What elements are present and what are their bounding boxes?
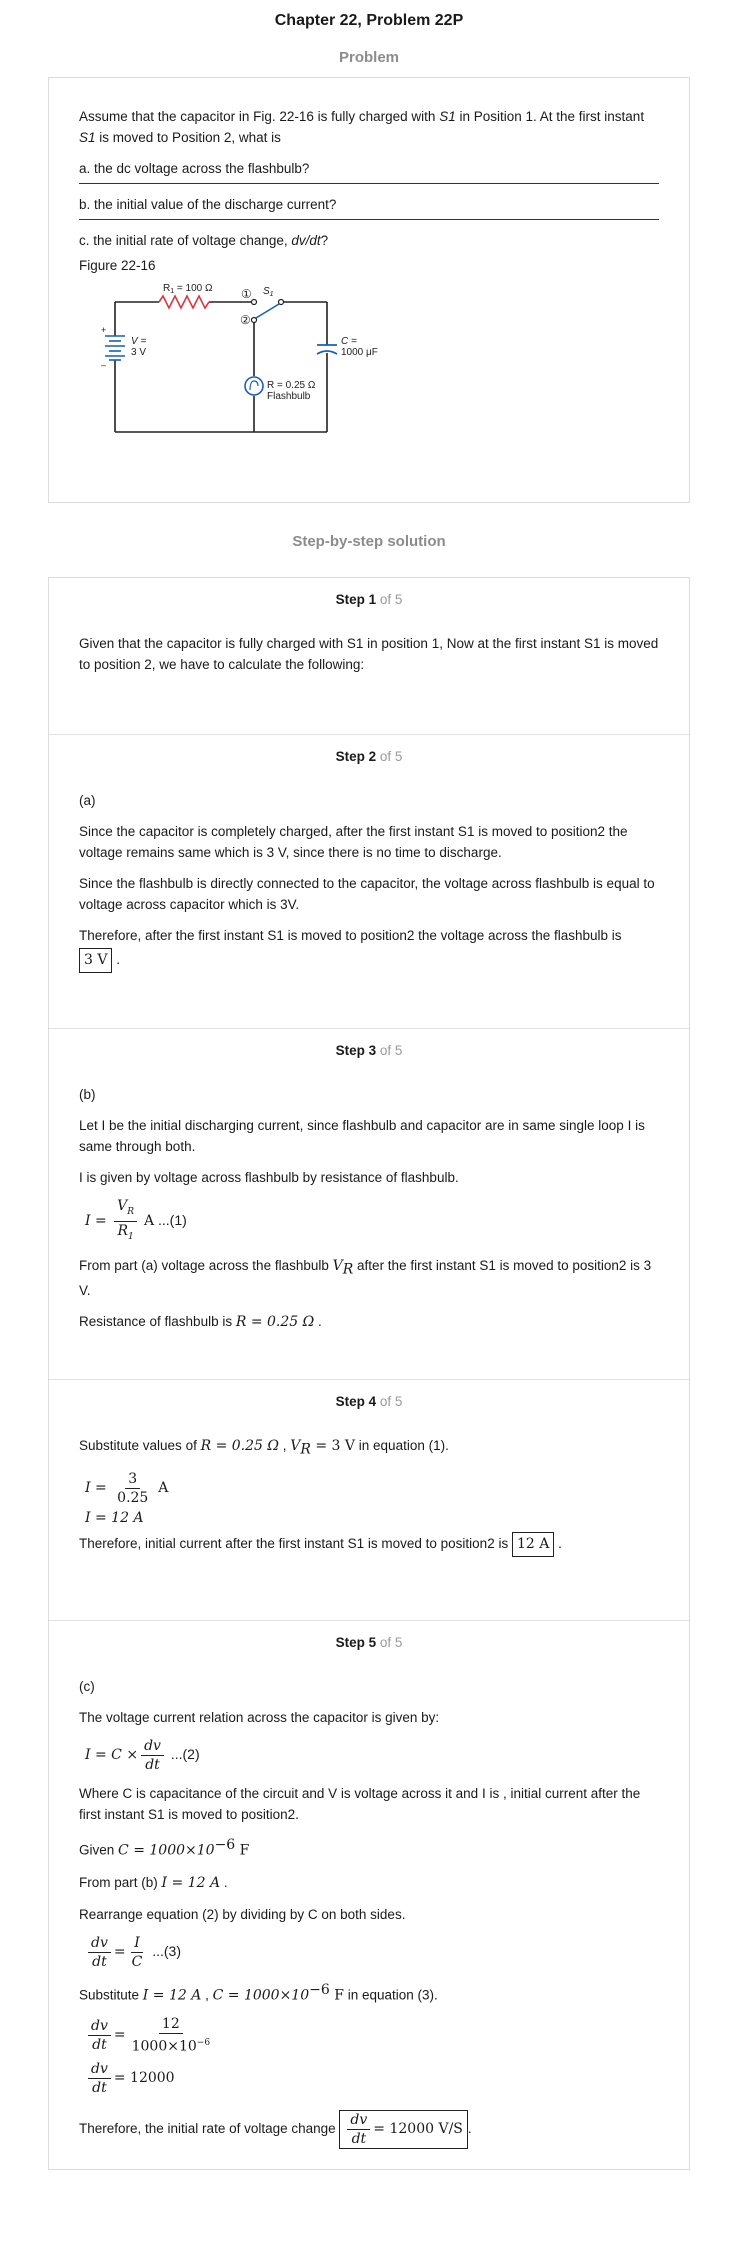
step-header: Step 1 of 5 (335, 592, 403, 607)
equation-calc: $\frac{dv}{dt}$ = $\frac{12}{1000\times 10^{-6}}$ (85, 2016, 659, 2055)
step-header: Step 4 of 5 (335, 1394, 403, 1409)
svg-text:S1: $S_1$ (263, 286, 274, 298)
svg-text:①: ① (241, 287, 252, 301)
figure-label: Figure 22-16 (79, 258, 156, 273)
problem-intro: Assume that the capacitor in Fig. 22-16 is fully charged with S1 in Position 1. At the first instant S1 is moved to Position 2, what is (79, 109, 645, 145)
answer-box: 12 A (512, 1532, 554, 1557)
step-5: Step 5 of 5 (c) The voltage current relation across the capacitor is given by: I = C × $\frac{dv}{dt}$ ...(2) Where C is capacitance of the circuit and V is voltage across it and I is , initial current after the first instant S1 is moved to position2. Given $C = 1000\times 10^{-6}$ F From part (b) I = 12 A . Rearrange equation (2) by dividing by C on both sides. $\frac{dv}{dt}$ = $\frac{I}{C}$ ...(3) Substitute I = 12 A , $C = 1000\times 10^{-6}$ F in equation (3). $\frac{dv}{dt}$ = $\frac{12}{1000\times 10^{-6}}$ $\frac{dv}{dt}$ = 12000 Therefore, the initial rate of voltage change $\frac{dv}{dt}$ = 12000 V/S . (49, 1620, 689, 2169)
page-title: Chapter 22, Problem 22P (274, 12, 464, 29)
equation-calc-result: $\frac{dv}{dt}$ = 12000 (85, 2061, 659, 2096)
resistor-r1 (159, 296, 209, 308)
equation-1: I = $\frac{V_R}{R_1}$ A ...(1) (85, 1198, 187, 1242)
svg-text:V =: V = (131, 336, 147, 347)
battery (105, 336, 125, 360)
divider (79, 219, 659, 220)
switch-s1 (256, 304, 279, 318)
step-header: Step 2 of 5 (335, 749, 403, 764)
problem-part-a: a. the dc voltage across the flashbulb? (79, 161, 310, 176)
svg-text:1000 μF: 1000 μF (341, 347, 378, 358)
problem-part-c: c. the initial rate of voltage change, dv/dt? (79, 233, 329, 248)
step-1-text: Given that the capacitor is fully charged with S1 in position 1, Now at the first instant S1 is moved to position 2, we have to calculate the following: (79, 636, 659, 672)
step-4: Step 4 of 5 Substitute values of R = 0.25 Ω , $V_R = 3$ V in equation (1). I = $\frac{3}{0.25}$ A I = 12 A Therefore, initial current after the first instant S1 is moved to position2 is 12 A . (49, 1379, 689, 1620)
problem-part-b: b. the initial value of the discharge current? (79, 197, 337, 212)
step-header: Step 3 of 5 (335, 1043, 403, 1058)
answer-box: $\frac{dv}{dt}$ = 12000 V/S (339, 2110, 467, 2149)
circuit-diagram (89, 278, 389, 448)
svg-text:3 V: 3 V (131, 347, 147, 358)
equation-2: I = C × $\frac{dv}{dt}$ ...(2) (85, 1738, 200, 1773)
svg-text:R1 = 100 Ω: $R_1 = 100$ Ω (163, 283, 213, 295)
flashbulb-icon (245, 377, 263, 395)
answer-box: 3 V (79, 948, 112, 973)
svg-text:Flashbulb: Flashbulb (267, 391, 311, 402)
svg-text:C =: C = (341, 336, 357, 347)
step-1 (49, 578, 689, 734)
step-3: Step 3 of 5 (b) Let I be the initial discharging current, since flashbulb and capacitor are in same single loop I is same through both. I is given by voltage across flashbulb by resistance of flashbulb. I = $\frac{V_R}{R_1}$ A ...(1) From part (a) voltage across the flashbulb $V_R$ after the first instant S1 is moved to position2 is 3 V. Resistance of flashbulb is R = 0.25 Ω . (49, 1028, 689, 1379)
svg-text:R = 0.25 Ω: R = 0.25 Ω (267, 380, 316, 391)
svg-text:+: + (101, 325, 107, 335)
svg-text:–: – (101, 360, 107, 370)
equation-substitution: I = $\frac{3}{0.25}$ A (85, 1470, 169, 1506)
capacitor (317, 345, 337, 354)
step-2: Step 2 of 5 (a) Since the capacitor is completely charged, after the first instant S1 is moved to position2 the voltage remains same which is 3 V, since there is no time to discharge. Since the flashbulb is directly connected to the capacitor, the voltage across flashbulb is equal to voltage across capacitor which is 3V. Therefore, after the first instant S1 is moved to position2 the voltage across the flashbulb is 3 V . (49, 734, 689, 1028)
problem-card (48, 77, 690, 503)
problem-section-title: Problem (338, 49, 399, 66)
divider (79, 183, 659, 184)
step-header: Step 5 of 5 (335, 1635, 403, 1650)
solution-section-title: Step-by-step solution (292, 533, 446, 550)
solution-card (48, 577, 690, 2170)
equation-result: I = 12 A (85, 1509, 144, 1526)
equation-3: $\frac{dv}{dt}$ = $\frac{I}{C}$ ...(3) (85, 1935, 659, 1970)
svg-text:②: ② (240, 313, 251, 327)
